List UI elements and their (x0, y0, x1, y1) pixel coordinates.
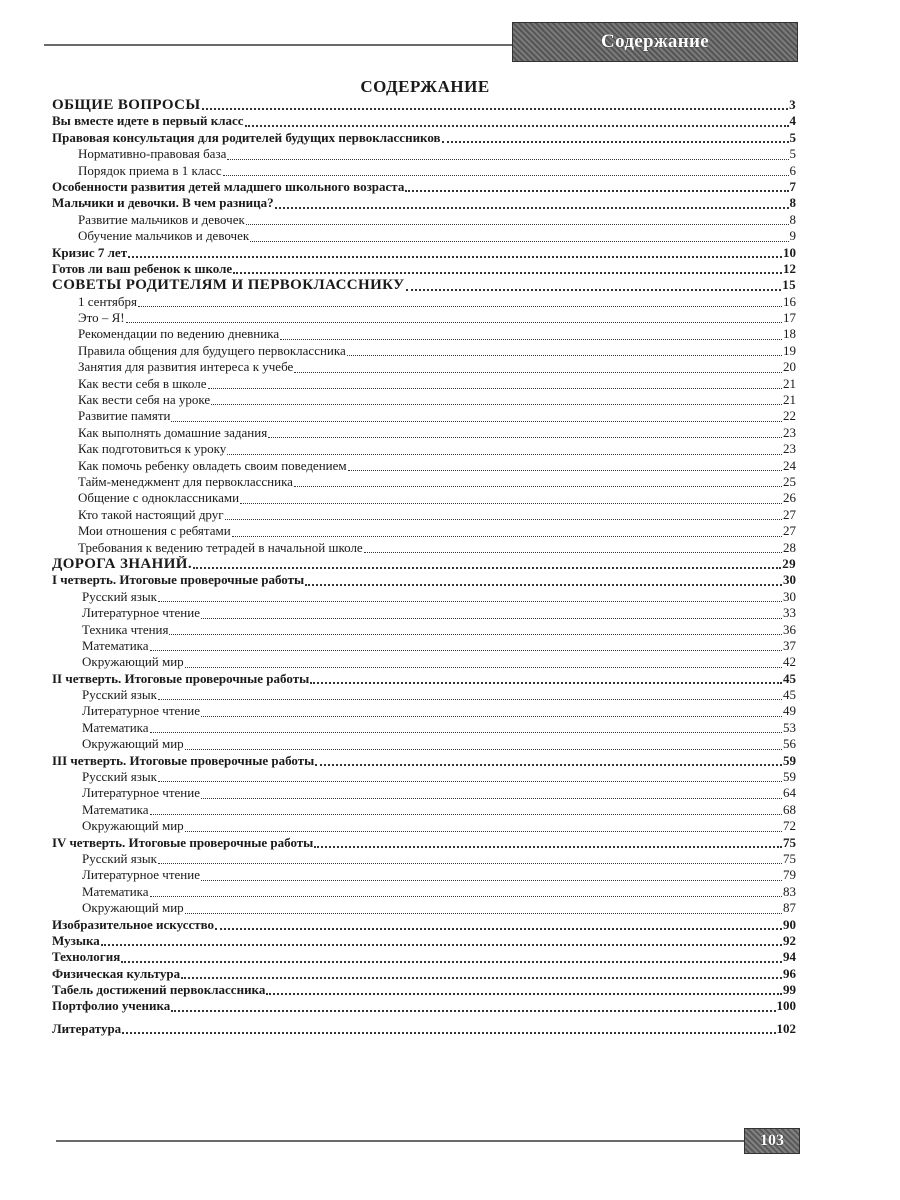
toc-entry-page: 19 (783, 342, 796, 358)
toc-entry-page: 8 (789, 195, 796, 211)
toc-entry[interactable] (52, 638, 796, 654)
toc-entry[interactable] (52, 310, 796, 326)
toc-entry-label: Математика (82, 883, 149, 899)
toc-entry[interactable] (52, 572, 796, 588)
toc-entry-page: 23 (783, 424, 796, 440)
page-number: 103 (760, 1132, 784, 1149)
toc-dot-leader (201, 716, 782, 717)
page-number-box (744, 1128, 800, 1154)
toc-entry-page: 56 (783, 736, 796, 752)
toc-dot-leader (171, 421, 782, 422)
toc-entry-page: 75 (783, 850, 796, 866)
toc-entry-label: Особенности развития детей младшего школьного возраста (52, 178, 405, 194)
toc-entry-page: 8 (789, 211, 796, 227)
toc-entry-page: 21 (783, 375, 796, 391)
toc-entry[interactable] (52, 359, 796, 375)
toc-entry-label: Математика (82, 801, 149, 817)
toc-dot-leader (201, 880, 782, 881)
toc-entry-page: 36 (783, 621, 796, 637)
toc-entry-label: Русский язык (82, 850, 157, 866)
toc-entry[interactable] (52, 130, 796, 146)
toc-entry[interactable] (52, 589, 796, 605)
toc-entry-label: Как выполнять домашние задания (78, 424, 268, 440)
toc-dot-leader (193, 567, 781, 569)
toc-entry-label: Литературное чтение (82, 703, 200, 719)
toc-entry-label: Кто такой настоящий друг (78, 506, 224, 522)
toc-dot-leader (158, 699, 782, 700)
toc-entry-page: 92 (783, 932, 796, 948)
toc-entry-label: Музыка (52, 932, 100, 948)
toc-entry-label: Как вести себя на уроке (78, 392, 211, 408)
toc-entry-page: 7 (789, 178, 796, 194)
toc-entry-page: 5 (789, 129, 796, 145)
toc-entry-page: 45 (783, 670, 796, 686)
toc-entry-page: 94 (783, 949, 796, 965)
toc-entry-page: 53 (783, 719, 796, 735)
toc-entry-label: ДОРОГА ЗНАНИЙ. (52, 555, 192, 572)
toc-entry-label: Мальчики и девочки. В чем разница? (52, 195, 274, 211)
toc-entry[interactable] (52, 622, 796, 638)
toc-dot-leader (305, 584, 782, 586)
toc-dot-leader (250, 241, 788, 242)
toc-entry-label: Окружающий мир (82, 900, 184, 916)
toc-dot-leader (405, 190, 788, 192)
toc-dot-leader (246, 224, 789, 225)
toc-dot-leader (268, 437, 782, 438)
toc-entry-page: 96 (783, 965, 796, 981)
toc-entry-label: Литературное чтение (82, 867, 200, 883)
toc-entry-label: Развитие памяти (78, 408, 171, 424)
toc-entry-label: Литературное чтение (82, 785, 200, 801)
toc-entry-label: I четверть. Итоговые проверочные работы (52, 572, 305, 588)
toc-entry[interactable] (52, 326, 796, 342)
footer-rule (56, 1140, 744, 1142)
toc-entry[interactable] (52, 687, 796, 703)
toc-dot-leader (171, 1010, 775, 1012)
toc-entry-label: Нормативно-правовая база (78, 146, 227, 162)
toc-dot-leader (201, 618, 782, 619)
toc-dot-leader (225, 519, 782, 520)
toc-entry-label: Правовая консультация для родителей будущих первоклассников (52, 129, 441, 145)
toc-entry[interactable] (52, 212, 796, 228)
toc-entry-page: 30 (783, 588, 796, 604)
toc-entry-label: III четверть. Итоговые проверочные работы (52, 752, 315, 768)
toc-entry-label: Литературное чтение (82, 605, 200, 621)
toc-dot-leader (122, 1032, 775, 1034)
toc-dot-leader (266, 993, 782, 995)
section-header-box (512, 22, 798, 62)
toc-entry-label: Математика (82, 637, 149, 653)
toc-entry-page: 6 (789, 162, 796, 178)
toc-entry[interactable] (52, 474, 796, 490)
toc-dot-leader (101, 944, 782, 946)
toc-entry-label: Занятия для развития интереса к учебе (78, 359, 294, 375)
toc-entry-page: 22 (783, 408, 796, 424)
toc-entry[interactable] (52, 392, 796, 408)
toc-entry-page: 59 (783, 752, 796, 768)
toc-entry-page: 37 (783, 637, 796, 653)
toc-entry[interactable] (52, 802, 796, 818)
toc-entry-page: 4 (789, 113, 796, 129)
toc-entry-page: 21 (783, 392, 796, 408)
toc-dot-leader (181, 977, 782, 979)
toc-entry[interactable] (52, 425, 796, 441)
toc-entry-page: 75 (783, 834, 796, 850)
toc-entry-label: СОВЕТЫ РОДИТЕЛЯМ И ПЕРВОКЛАССНИКУ (52, 277, 405, 294)
toc-entry-page: 23 (783, 441, 796, 457)
toc-entry[interactable] (52, 261, 796, 277)
toc-entry-page: 27 (783, 506, 796, 522)
toc-entry-page: 64 (783, 785, 796, 801)
section-header-label: Содержание (601, 31, 709, 52)
toc-dot-leader (240, 503, 782, 504)
toc-dot-leader (158, 863, 782, 864)
toc-dot-leader (294, 486, 782, 487)
toc-entry-page: 79 (783, 867, 796, 883)
toc-entry-page: 3 (789, 97, 796, 112)
toc-dot-leader (227, 454, 782, 455)
toc-entry[interactable] (52, 671, 796, 687)
toc-entry-label: Обучение мальчиков и девочек (78, 228, 250, 244)
toc-entry[interactable] (52, 146, 796, 162)
toc-entry-label: IV четверть. Итоговые проверочные работы (52, 834, 314, 850)
toc-entry-page: 16 (783, 293, 796, 309)
toc-entry[interactable] (52, 408, 796, 424)
toc-dot-leader (150, 896, 782, 897)
toc-dot-leader (227, 159, 788, 160)
toc-entry-label: Рекомендации по ведению дневника (78, 326, 280, 342)
toc-entry[interactable] (52, 900, 796, 916)
toc-entry-label: Порядок приема в 1 класс (78, 162, 222, 178)
toc-entry-page: 24 (783, 457, 796, 473)
toc-entry-label: Русский язык (82, 687, 157, 703)
toc-entry-label: Как вести себя в школе (78, 375, 207, 391)
toc-entry[interactable] (52, 966, 796, 982)
toc-entry-label: Литература (52, 1020, 122, 1036)
table-of-contents (52, 97, 796, 1037)
toc-dot-leader (128, 256, 782, 258)
toc-entry-page: 45 (783, 687, 796, 703)
toc-entry-label: Правила общения для будущего первоклассника (78, 342, 346, 358)
toc-dot-leader (406, 289, 782, 291)
header-rule (44, 44, 512, 46)
toc-entry-label: Кризис 7 лет (52, 244, 128, 260)
toc-dot-leader (185, 749, 782, 750)
toc-entry-label: 1 сентября (78, 293, 137, 309)
toc-entry[interactable] (52, 376, 796, 392)
toc-dot-leader (314, 846, 782, 848)
toc-entry[interactable] (52, 998, 796, 1014)
toc-entry[interactable] (52, 917, 796, 933)
toc-entry-label: Это – Я! (78, 310, 125, 326)
toc-dot-leader (121, 961, 782, 963)
toc-entry[interactable] (52, 458, 796, 474)
toc-entry[interactable] (52, 884, 796, 900)
toc-entry[interactable] (52, 540, 796, 556)
toc-entry[interactable] (52, 179, 796, 195)
toc-entry[interactable] (52, 736, 796, 752)
toc-dot-leader (280, 339, 782, 340)
toc-entry[interactable] (52, 523, 796, 539)
toc-entry[interactable] (52, 277, 796, 293)
toc-dot-leader (138, 306, 782, 307)
toc-dot-leader (185, 667, 782, 668)
toc-entry[interactable] (52, 163, 796, 179)
toc-entry[interactable] (52, 769, 796, 785)
toc-dot-leader (315, 764, 782, 766)
toc-entry-page: 42 (783, 654, 796, 670)
toc-entry-page: 15 (782, 277, 796, 293)
toc-entry[interactable] (52, 195, 796, 211)
toc-entry-page: 29 (782, 555, 796, 571)
toc-dot-leader (150, 814, 782, 815)
toc-entry-label: Вы вместе идете в первый класс (52, 113, 244, 129)
toc-entry-page: 33 (783, 605, 796, 621)
toc-dot-leader (223, 175, 789, 176)
toc-entry[interactable] (52, 933, 796, 949)
toc-entry[interactable] (52, 294, 796, 310)
toc-entry-page: 5 (789, 146, 796, 162)
toc-entry-label: Технология (52, 949, 121, 965)
toc-entry-label: Мои отношения с ребятами (78, 523, 231, 539)
toc-entry[interactable] (52, 720, 796, 736)
toc-entry-page: 17 (783, 310, 796, 326)
toc-entry-page: 12 (783, 260, 796, 276)
toc-entry[interactable] (52, 851, 796, 867)
toc-entry[interactable] (52, 1021, 796, 1037)
toc-entry[interactable] (52, 490, 796, 506)
toc-entry-page: 102 (776, 1020, 796, 1036)
toc-dot-leader (275, 207, 789, 209)
toc-entry[interactable] (52, 97, 796, 113)
toc-entry-page: 26 (783, 490, 796, 506)
toc-entry-page: 90 (783, 916, 796, 932)
toc-dot-leader (245, 125, 789, 127)
toc-entry[interactable] (52, 703, 796, 719)
toc-entry-page: 30 (783, 572, 796, 588)
toc-entry-page: 87 (783, 900, 796, 916)
toc-entry-page: 59 (783, 769, 796, 785)
toc-dot-leader (294, 372, 782, 373)
toc-dot-leader (211, 404, 782, 405)
toc-entry[interactable] (52, 753, 796, 769)
toc-entry-page: 49 (783, 703, 796, 719)
toc-entry[interactable] (52, 245, 796, 261)
toc-entry-label: Окружающий мир (82, 654, 184, 670)
toc-entry-page: 72 (783, 818, 796, 834)
toc-entry[interactable] (52, 654, 796, 670)
toc-entry-label: Общение с одноклассниками (78, 490, 240, 506)
toc-dot-leader (201, 798, 782, 799)
toc-entry-label: Математика (82, 719, 149, 735)
toc-entry-label: II четверть. Итоговые проверочные работы (52, 670, 310, 686)
toc-dot-leader (215, 928, 782, 930)
toc-entry[interactable] (52, 605, 796, 621)
toc-entry-label: Окружающий мир (82, 818, 184, 834)
toc-dot-leader (232, 536, 782, 537)
toc-dot-leader (150, 732, 782, 733)
toc-entry[interactable] (52, 228, 796, 244)
toc-entry[interactable] (52, 785, 796, 801)
toc-entry-page: 9 (789, 228, 796, 244)
toc-entry-label: Требования к ведению тетрадей в начальной школе (78, 539, 363, 555)
toc-dot-leader (185, 913, 782, 914)
toc-dot-leader (126, 322, 782, 323)
toc-entry-label: Изобразительное искусство (52, 916, 215, 932)
toc-dot-leader (442, 141, 789, 143)
toc-entry[interactable] (52, 949, 796, 965)
toc-entry-label: Окружающий мир (82, 736, 184, 752)
toc-entry-page: 28 (783, 539, 796, 555)
toc-dot-leader (348, 470, 782, 471)
toc-dot-leader (169, 634, 782, 635)
toc-entry-page: 83 (783, 883, 796, 899)
toc-entry-label: Русский язык (82, 769, 157, 785)
toc-entry-page: 100 (776, 998, 796, 1014)
toc-dot-leader (347, 355, 782, 356)
toc-entry-label: Физическая культура (52, 965, 181, 981)
toc-entry-label: Тайм-менеджмент для первоклассника (78, 473, 293, 489)
toc-entry-page: 18 (783, 326, 796, 342)
toc-entry-page: 27 (783, 523, 796, 539)
toc-entry-label: Готов ли ваш ребенок к школе (52, 260, 233, 276)
toc-entry-label: Как помочь ребенку овладеть своим поведением (78, 457, 347, 473)
toc-entry-label: Русский язык (82, 588, 157, 604)
toc-dot-leader (208, 388, 782, 389)
toc-entry-label: Развитие мальчиков и девочек (78, 211, 245, 227)
toc-entry-page: 99 (783, 982, 796, 998)
toc-entry[interactable] (52, 343, 796, 359)
toc-entry-label: Как подготовиться к уроку (78, 441, 227, 457)
toc-dot-leader (185, 831, 782, 832)
toc-entry-page: 25 (783, 473, 796, 489)
toc-entry[interactable] (52, 113, 796, 129)
toc-entry[interactable] (52, 982, 796, 998)
toc-dot-leader (310, 682, 782, 684)
toc-dot-leader (158, 781, 782, 782)
toc-entry[interactable] (52, 556, 796, 572)
toc-dot-leader (150, 650, 782, 651)
toc-entry-label: ОБЩИЕ ВОПРОСЫ (52, 97, 201, 113)
toc-entry[interactable] (52, 441, 796, 457)
toc-entry[interactable] (52, 818, 796, 834)
toc-entry[interactable] (52, 507, 796, 523)
toc-dot-leader (202, 108, 789, 110)
toc-entry-page: 68 (783, 801, 796, 817)
toc-dot-leader (158, 601, 782, 602)
toc-entry-label: Портфолио ученика (52, 998, 171, 1014)
toc-entry-page: 20 (783, 359, 796, 375)
toc-entry-page: 10 (783, 244, 796, 260)
toc-dot-leader (233, 272, 782, 274)
toc-title: СОДЕРЖАНИЕ (360, 77, 490, 96)
toc-entry-label: Табель достижений первоклассника (52, 982, 266, 998)
toc-entry[interactable] (52, 835, 796, 851)
toc-entry[interactable] (52, 867, 796, 883)
toc-dot-leader (364, 552, 782, 553)
toc-entry-label: Техника чтения (82, 621, 169, 637)
